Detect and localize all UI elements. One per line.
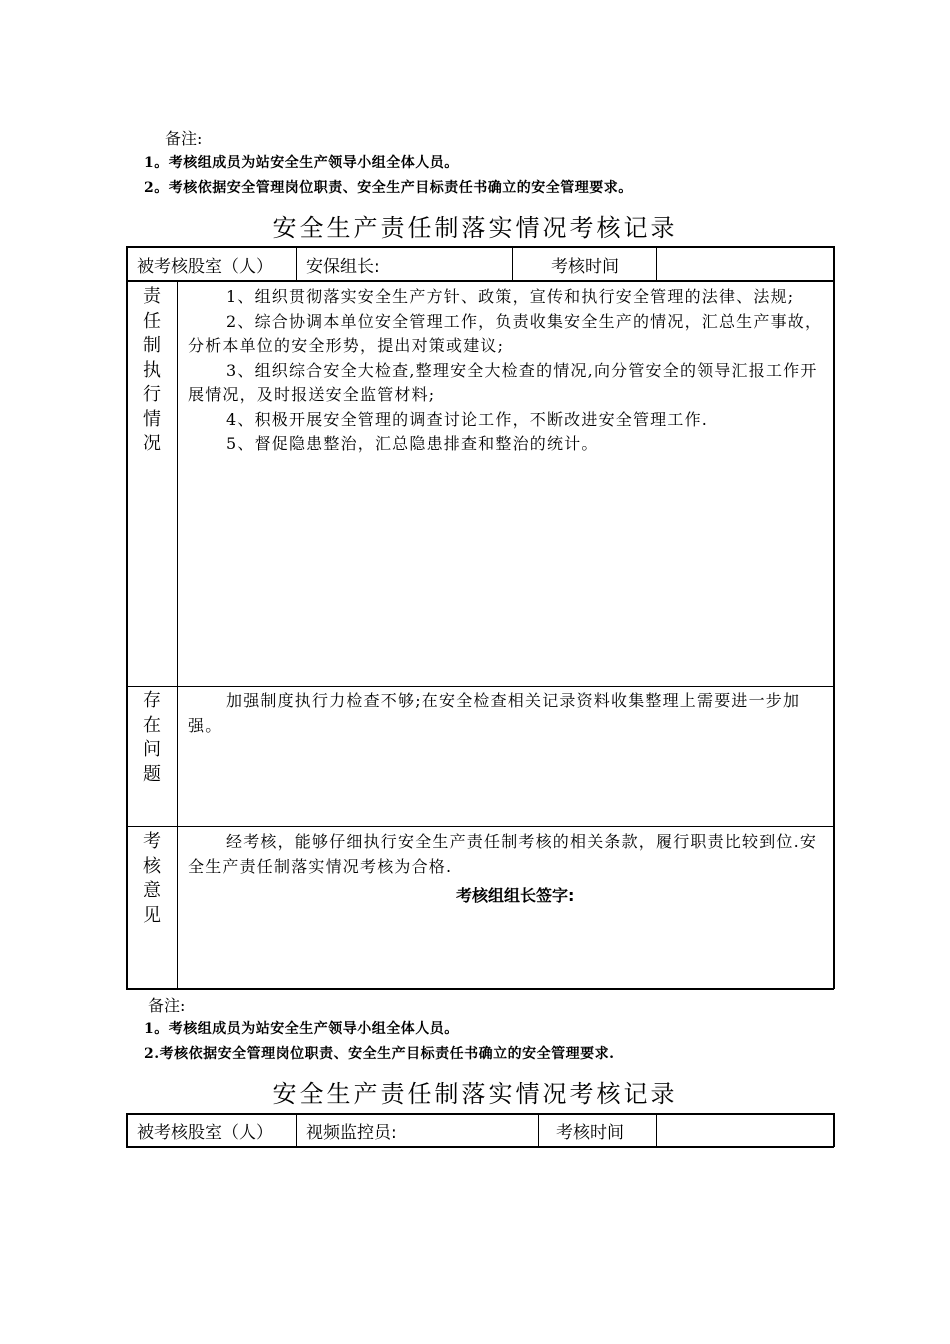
duties-content	[188, 285, 828, 457]
duty-item-2: 2、综合协调本单位安全管理工作，负责收集安全生产的情况，汇总生产事故，分析本单位的安全形势，提出对策或建议;	[188, 311, 823, 355]
note-title: 备注:	[165, 129, 203, 148]
duty-item-4: 4、积极开展安全管理的调查讨论工作，不断改进安全管理工作.	[226, 409, 709, 429]
duty-item-3: 3、组织综合安全大检查,整理安全大检查的情况,向分管安全的领导汇报工作开展情况，及时报送安全监管材料;	[188, 360, 818, 404]
duty-item-1: 1、组织贯彻落实安全生产方针、政策，宣传和执行安全管理的法律、法规;	[226, 287, 795, 306]
leader-signature-label: 考核组组长签字:	[456, 886, 575, 905]
form-title-2: 安全生产责任制落实情况考核记录	[272, 1080, 678, 1108]
note-item-2-1: 1。考核组成员为站安全生产领导小组全体人员。	[144, 1021, 459, 1037]
note-item-2-2: 2.考核依据安全管理岗位职责、安全生产目标责任书确立的安全管理要求.	[144, 1046, 615, 1062]
duty-item-5: 5、督促隐患整治，汇总隐患排查和整治的统计。	[226, 434, 599, 453]
video-monitor-label: 视频监控员:	[306, 1123, 397, 1143]
opinion-label: 考 核 意 见	[143, 831, 161, 926]
duties-label: 责 任 制 执 行 情 况	[143, 286, 161, 454]
note-title-2: 备注:	[148, 996, 186, 1015]
problems-label: 存 在 问 题	[143, 690, 161, 785]
problems-content: 加强制度执行力检查不够;在安全检查相关记录资料收集整理上需要进一步加强。	[188, 691, 801, 735]
assessment-time-label: 考核时间	[551, 257, 619, 277]
note-item-2: 2。考核依据安全管理岗位职责、安全生产目标责任书确立的安全管理要求。	[144, 180, 633, 196]
assessment-time-label-2: 考核时间	[556, 1123, 624, 1143]
security-leader-label: 安保组长:	[306, 257, 380, 277]
note-item-1: 1。考核组成员为站安全生产领导小组全体人员。	[144, 155, 459, 171]
dept-label-2: 被考核股室（人）	[137, 1123, 273, 1143]
dept-label: 被考核股室（人）	[137, 257, 273, 277]
opinion-content: 经考核，能够仔细执行安全生产责任制考核的相关条款，履行职责比较到位.安全生产责任制落实情况考核为合格.	[188, 832, 818, 876]
form-title: 安全生产责任制落实情况考核记录	[272, 214, 678, 242]
